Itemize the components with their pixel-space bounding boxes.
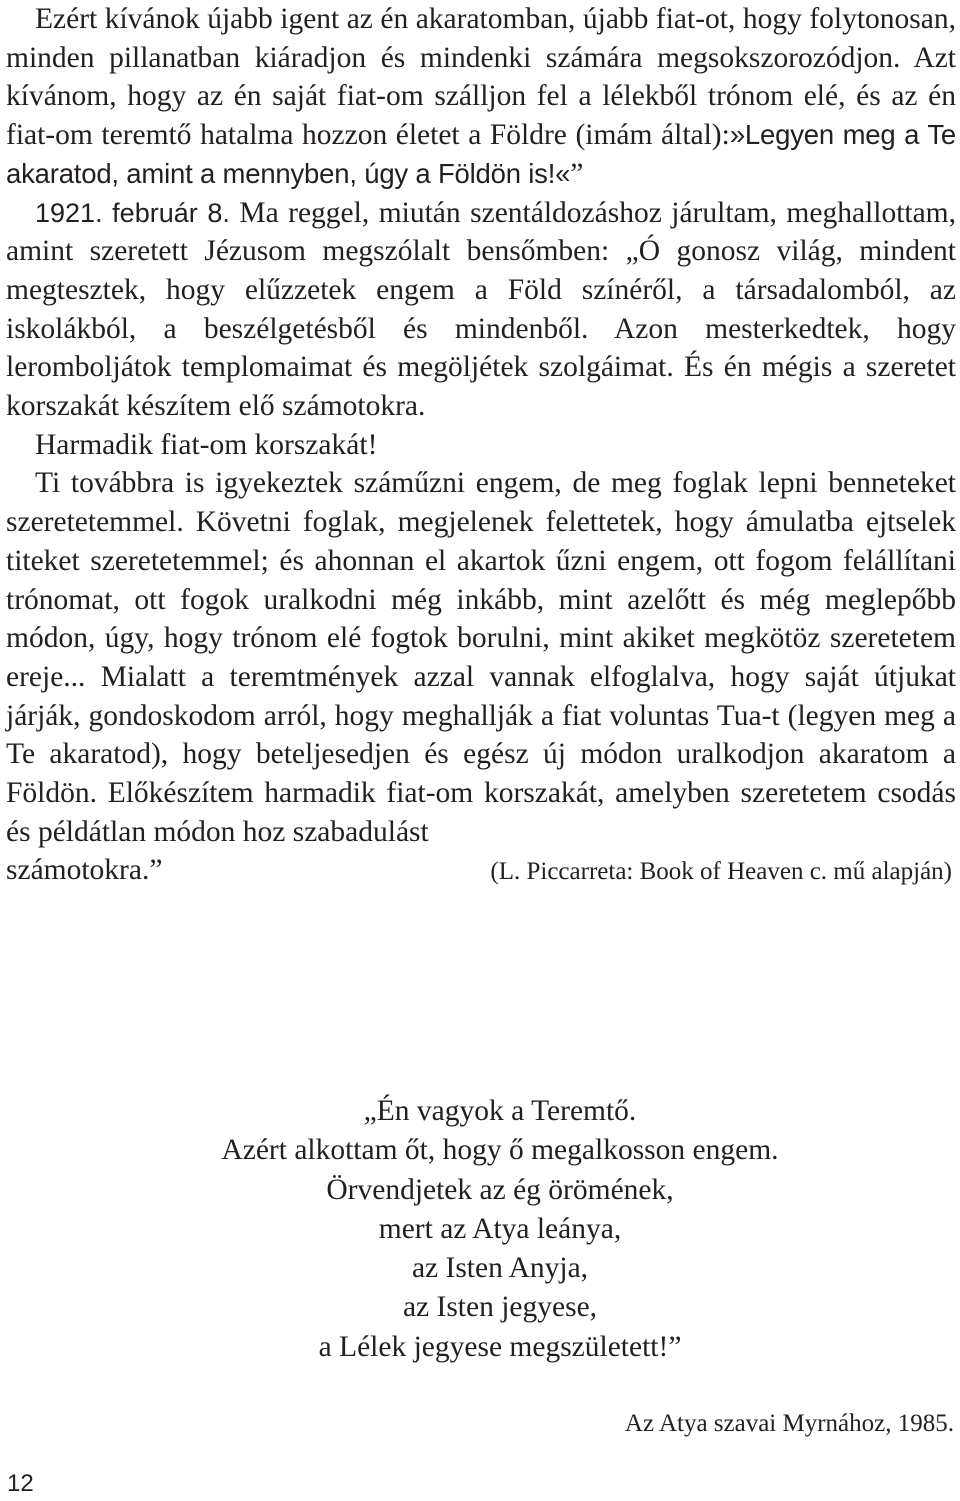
paragraph-4-text: Ti továbbra is igyekeztek száműzni engem, de meg foglak lepni benneteket szeretetemmel. Követni foglak, megjelenek felettetek, hogy ámulatba ejtselek titeket szeretetemmel; és ahonnan el akartok űzni engem, ott fogom felállítani trónomat, ott fogok uralkodni még inkább, mint azelőtt és még meglepőbb módon, úgy, hogy trónom elé fogtok borulni, mint akiket megkötöz szeretetem ereje... Mialatt a teremtmények azzal vannak elfoglalva, hogy saját útjukat járják, gondoskodom arról, hogy meghallják a fiat voluntas Tua-t (legyen meg a Te akaratod), hogy beteljesedjen és egész új módon uralkodjon akaratom a Földön. Előkészítem harmadik fiat-om korszakát, amelyben szeretetem csodás és példátlan módon hoz szabadulást — [6, 467, 956, 848]
poem-line: Azért alkottam őt, hogy ő megalkosson engem. — [221, 1134, 779, 1167]
paragraph-4 — [6, 464, 956, 851]
paragraph-4-final-word: számotokra.” — [6, 854, 163, 887]
main-text-block — [6, 0, 956, 892]
page-number: 12 — [7, 1470, 34, 1497]
paragraph-2 — [6, 194, 956, 426]
paragraph-1-closing-quote: ” — [570, 157, 584, 190]
paragraph-2-text: Ma reggel, miután szentáldozáshoz járultam, meghallottam, amint szeretett Jézusom megszólalt bensőmben: „Ó gonosz világ, mindent megtesztek, hogy elűzzetek engem a Föld színéről, a társadalomból, az iskolákból, a beszélgetésből és mindenből. Azon mesterkedtek, hogy leromboljátok templomaimat és megöljétek szolgáimat. És én mégis a szeretet korszakát készítem elő számotokra. — [6, 196, 956, 423]
poem-line: az Isten Anyja, — [411, 1252, 589, 1285]
poem-line: az Isten jegyese, — [402, 1291, 598, 1324]
paragraph-3: Harmadik fiat-om korszakát! — [35, 428, 378, 461]
poem-line: „Én vagyok a Teremtő. — [363, 1095, 637, 1127]
source-credit: (L. Piccarreta: Book of Heaven c. mű alapján) — [490, 858, 952, 886]
paragraph-1-text: Ezért kívánok újabb igent az én akaratomban, újabb fiat-ot, hogy folytonosan, minden pillanatban kiáradjon és mindenki számára megsokszorozódjon. Azt kívánom, hogy az én saját fiat-om szálljon fel a lélekből trónom elé, és az én fiat-om teremtő hatalma hozzon életet a Földre (imám által): — [6, 3, 956, 152]
poem-line: mert az Atya leánya, — [378, 1212, 622, 1245]
paragraph-1 — [6, 0, 956, 194]
lords-prayer-quote: »Legyen meg a Te akaratod, amint a mennyben, úgy a Földön is!« — [6, 119, 956, 189]
poem — [0, 1092, 960, 1367]
poem-attribution: Az Atya szavai Myrnához, 1985. — [624, 1410, 954, 1437]
paragraph-4-last-line — [6, 851, 956, 892]
poem-line: Örvendjetek az ég örömének, — [326, 1173, 674, 1206]
entry-date: 1921. február 8. — [35, 197, 230, 228]
poem-line: a Lélek jegyese megszületett!” — [318, 1330, 682, 1363]
